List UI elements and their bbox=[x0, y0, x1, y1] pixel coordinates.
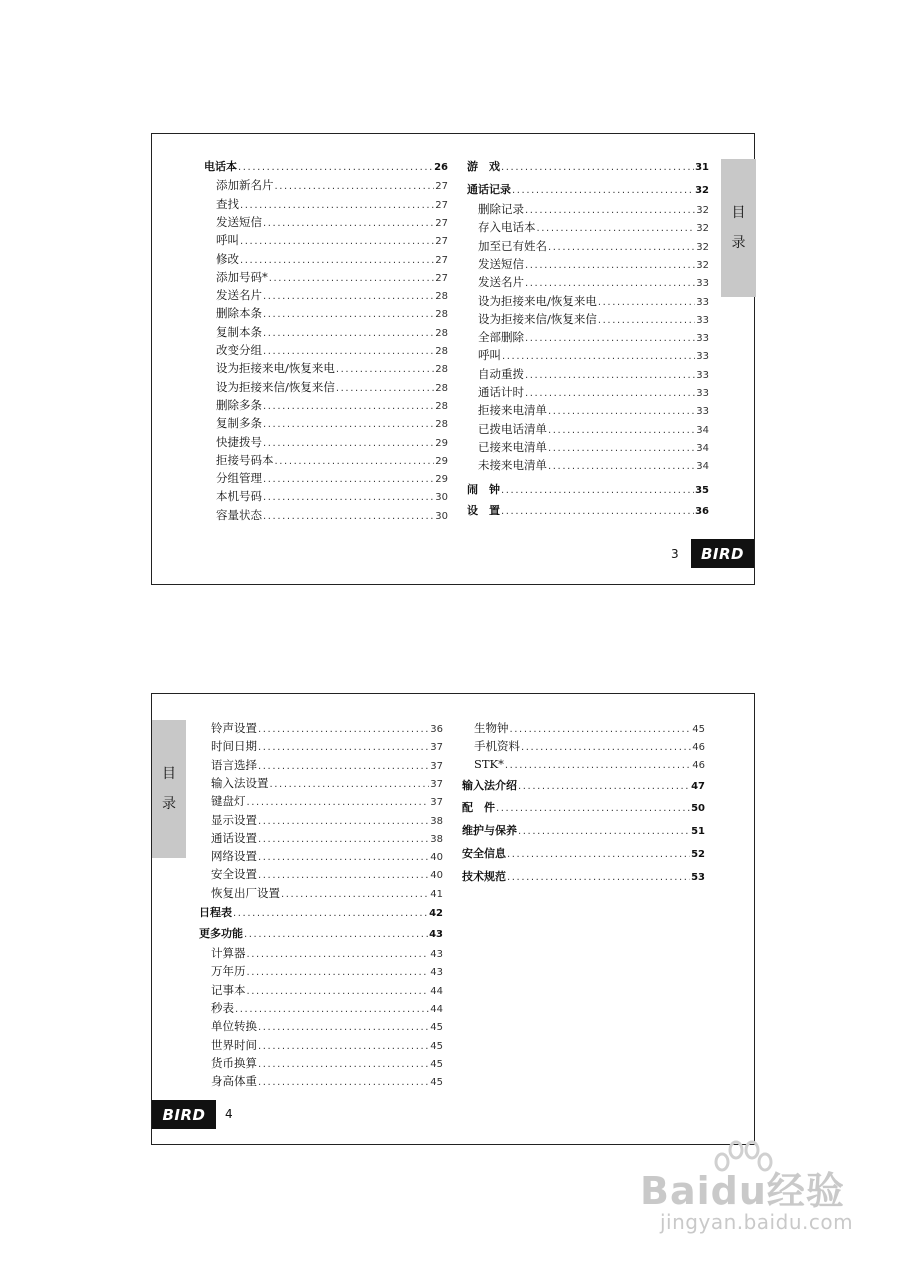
toc-entry-label: 删除记录 bbox=[478, 202, 524, 216]
toc-entry-page: 29 bbox=[435, 438, 448, 449]
toc-entry bbox=[211, 1056, 443, 1072]
toc-entry-page: 53 bbox=[691, 872, 705, 883]
toc-entry-label: 日程表 bbox=[199, 906, 232, 919]
toc-leader-dots bbox=[258, 815, 429, 829]
toc-entry-page: 51 bbox=[691, 826, 705, 837]
toc-entry bbox=[211, 1001, 443, 1017]
toc-entry bbox=[216, 233, 448, 249]
toc-entry-page: 40 bbox=[430, 852, 443, 863]
toc-entry-label: 设为拒接来电/恢复来电 bbox=[478, 294, 597, 308]
toc-leader-dots bbox=[258, 851, 429, 865]
toc-entry-page: 32 bbox=[696, 242, 709, 253]
toc-entry-label: 拒接来电清单 bbox=[478, 403, 547, 417]
toc-entry-page: 43 bbox=[430, 949, 443, 960]
toc-entry-label: 发送名片 bbox=[216, 288, 262, 302]
toc-entry bbox=[478, 330, 709, 346]
toc-entry-label: 安全信息 bbox=[462, 847, 506, 860]
toc-entry-page: 33 bbox=[696, 333, 709, 344]
toc-entry bbox=[462, 847, 705, 862]
toc-entry bbox=[467, 483, 709, 498]
toc-entry-page: 36 bbox=[430, 724, 443, 735]
toc-entry-label: 电话本 bbox=[204, 160, 237, 173]
toc-side-tab bbox=[152, 720, 186, 858]
toc-entry-label: 呼叫 bbox=[216, 233, 239, 247]
toc-entry-page: 45 bbox=[430, 1022, 443, 1033]
toc-entry-label: 已拨电话清单 bbox=[478, 422, 547, 436]
toc-entry bbox=[478, 275, 709, 291]
toc-entry-label: 网络设置 bbox=[211, 849, 257, 863]
toc-entry-page: 28 bbox=[435, 309, 448, 320]
toc-entry-page: 29 bbox=[435, 456, 448, 467]
toc-entry-label: 呼叫 bbox=[478, 348, 501, 362]
toc-entry-label: 发送短信 bbox=[216, 215, 262, 229]
toc-entry-label: 添加号码* bbox=[216, 270, 268, 284]
toc-leader-dots bbox=[270, 778, 430, 792]
toc-entry-label: 手机资料 bbox=[474, 739, 520, 753]
toc-entry bbox=[211, 867, 443, 883]
toc-entry bbox=[216, 288, 448, 304]
toc-entry-label: 分组管理 bbox=[216, 471, 262, 485]
toc-leader-dots bbox=[240, 235, 434, 249]
toc-entry-label: 显示设置 bbox=[211, 813, 257, 827]
toc-entry bbox=[211, 1019, 443, 1035]
toc-entry bbox=[478, 312, 709, 328]
toc-entry-page: 37 bbox=[430, 797, 443, 808]
toc-entry-label: 存入电话本 bbox=[478, 220, 536, 234]
toc-entry-page: 36 bbox=[695, 506, 709, 517]
toc-entry-page: 34 bbox=[696, 425, 709, 436]
toc-leader-dots bbox=[258, 741, 429, 755]
toc-entry-page: 45 bbox=[430, 1077, 443, 1088]
bird-logo: BIRD bbox=[152, 1100, 216, 1129]
toc-entry-page: 26 bbox=[434, 162, 448, 173]
toc-entry-label: 删除本条 bbox=[216, 306, 262, 320]
toc-entry bbox=[216, 453, 448, 469]
tab-char-2: 录 bbox=[162, 796, 176, 812]
toc-leader-dots bbox=[512, 184, 694, 198]
toc-entry-page: 41 bbox=[430, 889, 443, 900]
toc-entry-label: 记事本 bbox=[211, 983, 246, 997]
toc-entry-page: 40 bbox=[430, 870, 443, 881]
toc-leader-dots bbox=[240, 199, 434, 213]
baidu-watermark-logo: Baidu经验 bbox=[640, 1169, 845, 1213]
toc-entry bbox=[467, 504, 709, 519]
toc-leader-dots bbox=[263, 308, 434, 322]
toc-entry bbox=[478, 385, 709, 401]
toc-entry-page: 42 bbox=[429, 908, 443, 919]
toc-leader-dots bbox=[258, 723, 429, 737]
toc-entry bbox=[216, 471, 448, 487]
toc-leader-dots bbox=[525, 332, 695, 346]
toc-leader-dots bbox=[336, 363, 434, 377]
toc-entry-page: 50 bbox=[691, 803, 705, 814]
toc-entry-page: 43 bbox=[430, 967, 443, 978]
toc-leader-dots bbox=[598, 314, 695, 328]
toc-entry-label: 修改 bbox=[216, 252, 239, 266]
tab-char-2: 录 bbox=[731, 235, 746, 251]
toc-entry-label: 改变分组 bbox=[216, 343, 262, 357]
toc-entry-page: 46 bbox=[692, 742, 705, 753]
toc-entry bbox=[474, 721, 705, 737]
toc-entry bbox=[211, 946, 443, 962]
toc-entry-page: 33 bbox=[696, 315, 709, 326]
toc-entry-label: 通话设置 bbox=[211, 831, 257, 845]
toc-entry-page: 44 bbox=[430, 1004, 443, 1015]
toc-entry bbox=[211, 721, 443, 737]
toc-entry-page: 45 bbox=[692, 724, 705, 735]
toc-leader-dots bbox=[275, 455, 435, 469]
toc-entry bbox=[478, 440, 709, 456]
tab-char-1: 目 bbox=[162, 766, 176, 782]
toc-leader-dots bbox=[263, 217, 434, 231]
toc-entry-label: 复制多条 bbox=[216, 416, 262, 430]
toc-leader-dots bbox=[502, 350, 695, 364]
toc-entry-page: 45 bbox=[430, 1041, 443, 1052]
toc-entry-label: 闹 钟 bbox=[467, 483, 500, 496]
toc-entry bbox=[216, 343, 448, 359]
toc-leader-dots bbox=[501, 161, 694, 175]
toc-entry-page: 34 bbox=[696, 461, 709, 472]
toc-entry-label: 语言选择 bbox=[211, 758, 257, 772]
toc-entry-label: 拒接号码本 bbox=[216, 453, 274, 467]
toc-leader-dots bbox=[525, 204, 695, 218]
toc-entry bbox=[216, 435, 448, 451]
toc-entry-label: 单位转换 bbox=[211, 1019, 257, 1033]
toc-entry-page: 32 bbox=[696, 260, 709, 271]
toc-entry-page: 32 bbox=[696, 223, 709, 234]
toc-entry bbox=[211, 1074, 443, 1090]
toc-entry-label: 生物钟 bbox=[474, 721, 509, 735]
toc-entry bbox=[211, 886, 443, 902]
toc-entry bbox=[478, 403, 709, 419]
toc-entry-page: 32 bbox=[695, 185, 709, 196]
toc-entry-label: 安全设置 bbox=[211, 867, 257, 881]
toc-entry-page: 28 bbox=[435, 401, 448, 412]
toc-entry-label: 发送短信 bbox=[478, 257, 524, 271]
toc-entry-page: 37 bbox=[430, 761, 443, 772]
toc-leader-dots bbox=[518, 825, 690, 839]
toc-leader-dots bbox=[258, 833, 429, 847]
toc-leader-dots bbox=[525, 259, 695, 273]
toc-entry-page: 27 bbox=[435, 181, 448, 192]
toc-leader-dots bbox=[525, 277, 695, 291]
toc-entry-label: 时间日期 bbox=[211, 739, 257, 753]
toc-entry-page: 31 bbox=[695, 162, 709, 173]
toc-leader-dots bbox=[510, 723, 692, 737]
toc-leader-dots bbox=[263, 327, 434, 341]
toc-entry-page: 33 bbox=[696, 406, 709, 417]
toc-entry bbox=[204, 160, 448, 175]
toc-entry-label: 铃声设置 bbox=[211, 721, 257, 735]
toc-leader-dots bbox=[525, 387, 695, 401]
toc-leader-dots bbox=[258, 1058, 429, 1072]
toc-leader-dots bbox=[263, 418, 434, 432]
toc-leader-dots bbox=[238, 161, 433, 175]
toc-leader-dots bbox=[505, 759, 691, 773]
toc-entry-label: 计算器 bbox=[211, 946, 246, 960]
toc-leader-dots bbox=[496, 802, 690, 816]
toc-leader-dots bbox=[263, 345, 434, 359]
toc-entry-label: 万年历 bbox=[211, 964, 246, 978]
toc-entry-page: 46 bbox=[692, 760, 705, 771]
toc-entry-page: 30 bbox=[435, 492, 448, 503]
toc-entry bbox=[211, 813, 443, 829]
toc-leader-dots bbox=[258, 1076, 429, 1090]
toc-side-tab bbox=[721, 159, 756, 297]
toc-entry bbox=[211, 739, 443, 755]
toc-entry-label: 货币换算 bbox=[211, 1056, 257, 1070]
toc-leader-dots bbox=[275, 180, 435, 194]
toc-leader-dots bbox=[263, 491, 434, 505]
toc-leader-dots bbox=[258, 1021, 429, 1035]
toc-entry bbox=[467, 160, 709, 175]
toc-entry-label: 自动重拨 bbox=[478, 367, 524, 381]
toc-entry-page: 29 bbox=[435, 474, 448, 485]
toc-entry-page: 44 bbox=[430, 986, 443, 997]
toc-page-3 bbox=[151, 133, 755, 585]
toc-entry bbox=[211, 758, 443, 774]
toc-entry-label: 未接来电清单 bbox=[478, 458, 547, 472]
toc-entry bbox=[211, 849, 443, 865]
toc-entry-page: 28 bbox=[435, 328, 448, 339]
toc-entry bbox=[216, 489, 448, 505]
toc-leader-dots bbox=[548, 405, 695, 419]
toc-entry bbox=[199, 906, 443, 921]
toc-leader-dots bbox=[233, 907, 428, 921]
toc-leader-dots bbox=[501, 505, 694, 519]
toc-leader-dots bbox=[258, 760, 429, 774]
toc-entry-label: 世界时间 bbox=[211, 1038, 257, 1052]
toc-entry-page: 34 bbox=[696, 443, 709, 454]
toc-entry bbox=[211, 794, 443, 810]
toc-entry-label: 设为拒接来信/恢复来信 bbox=[216, 380, 335, 394]
toc-entry bbox=[478, 458, 709, 474]
toc-entry-page: 38 bbox=[430, 816, 443, 827]
toc-entry bbox=[462, 779, 705, 794]
toc-entry-page: 33 bbox=[696, 278, 709, 289]
toc-leader-dots bbox=[518, 780, 690, 794]
toc-entry bbox=[216, 270, 448, 286]
toc-entry bbox=[478, 257, 709, 273]
toc-entry-page: 27 bbox=[435, 273, 448, 284]
toc-leader-dots bbox=[263, 400, 434, 414]
baidu-watermark-url: jingyan.baidu.com bbox=[660, 1210, 854, 1234]
toc-entry bbox=[199, 927, 443, 942]
toc-entry-label: 设为拒接来电/恢复来电 bbox=[216, 361, 335, 375]
toc-entry-label: 复制本条 bbox=[216, 325, 262, 339]
toc-leader-dots bbox=[263, 290, 434, 304]
bird-logo: BIRD bbox=[691, 539, 754, 568]
toc-entry-label: 秒表 bbox=[211, 1001, 234, 1015]
toc-leader-dots bbox=[263, 510, 434, 524]
toc-entry-label: 查找 bbox=[216, 197, 239, 211]
toc-leader-dots bbox=[269, 272, 435, 286]
toc-entry bbox=[462, 870, 705, 885]
toc-entry bbox=[216, 508, 448, 524]
page-number: 4 bbox=[225, 1107, 233, 1121]
toc-entry-label: 维护与保养 bbox=[462, 824, 517, 837]
toc-leader-dots bbox=[598, 296, 695, 310]
toc-entry-page: 35 bbox=[695, 485, 709, 496]
toc-entry bbox=[216, 252, 448, 268]
toc-entry-label: 容量状态 bbox=[216, 508, 262, 522]
toc-entry-page: 33 bbox=[696, 351, 709, 362]
toc-entry bbox=[216, 215, 448, 231]
toc-entry bbox=[216, 306, 448, 322]
toc-entry-label: 游 戏 bbox=[467, 160, 500, 173]
toc-entry-label: 加至已有姓名 bbox=[478, 239, 547, 253]
toc-leader-dots bbox=[548, 460, 695, 474]
toc-entry-page: 27 bbox=[435, 200, 448, 211]
toc-entry-page: 28 bbox=[435, 346, 448, 357]
toc-entry-page: 28 bbox=[435, 419, 448, 430]
toc-entry-label: 输入法设置 bbox=[211, 776, 269, 790]
toc-entry-page: 27 bbox=[435, 236, 448, 247]
toc-leader-dots bbox=[258, 869, 429, 883]
toc-entry bbox=[478, 202, 709, 218]
toc-entry bbox=[216, 361, 448, 377]
toc-entry-label: 通话记录 bbox=[467, 183, 511, 196]
toc-entry-label: 通话计时 bbox=[478, 385, 524, 399]
toc-leader-dots bbox=[247, 966, 430, 980]
toc-entry-page: 30 bbox=[435, 511, 448, 522]
toc-entry-label: STK* bbox=[474, 757, 504, 771]
toc-entry bbox=[216, 380, 448, 396]
toc-entry bbox=[211, 1038, 443, 1054]
toc-entry-page: 32 bbox=[696, 205, 709, 216]
toc-leader-dots bbox=[247, 796, 430, 810]
toc-entry-label: 本机号码 bbox=[216, 489, 262, 503]
toc-entry bbox=[478, 220, 709, 236]
toc-leader-dots bbox=[247, 948, 430, 962]
toc-entry-page: 28 bbox=[435, 383, 448, 394]
toc-entry bbox=[478, 422, 709, 438]
toc-entry-label: 键盘灯 bbox=[211, 794, 246, 808]
toc-entry-label: 恢复出厂设置 bbox=[211, 886, 280, 900]
toc-entry-label: 快捷拨号 bbox=[216, 435, 262, 449]
toc-entry bbox=[216, 178, 448, 194]
toc-entry bbox=[216, 197, 448, 213]
toc-entry bbox=[478, 294, 709, 310]
toc-entry-label: 设 置 bbox=[467, 504, 500, 517]
toc-entry bbox=[211, 964, 443, 980]
toc-leader-dots bbox=[525, 369, 695, 383]
toc-entry bbox=[462, 801, 705, 816]
toc-entry-page: 33 bbox=[696, 297, 709, 308]
toc-leader-dots bbox=[537, 222, 696, 236]
toc-entry-label: 输入法介绍 bbox=[462, 779, 517, 792]
toc-entry-page: 33 bbox=[696, 370, 709, 381]
toc-leader-dots bbox=[247, 985, 430, 999]
toc-leader-dots bbox=[548, 241, 695, 255]
toc-leader-dots bbox=[507, 871, 690, 885]
toc-leader-dots bbox=[507, 848, 690, 862]
toc-entry-label: 发送名片 bbox=[478, 275, 524, 289]
toc-leader-dots bbox=[548, 442, 695, 456]
toc-entry-label: 删除多条 bbox=[216, 398, 262, 412]
toc-entry-page: 43 bbox=[429, 929, 443, 940]
toc-leader-dots bbox=[244, 928, 428, 942]
toc-entry bbox=[211, 776, 443, 792]
toc-leader-dots bbox=[263, 473, 434, 487]
toc-leader-dots bbox=[548, 424, 695, 438]
toc-entry-label: 更多功能 bbox=[199, 927, 243, 940]
toc-entry-page: 37 bbox=[430, 779, 443, 790]
toc-entry-page: 38 bbox=[430, 834, 443, 845]
toc-leader-dots bbox=[501, 484, 694, 498]
toc-entry-page: 33 bbox=[696, 388, 709, 399]
toc-entry bbox=[478, 367, 709, 383]
toc-leader-dots bbox=[281, 888, 429, 902]
toc-leader-dots bbox=[258, 1040, 429, 1054]
toc-entry bbox=[474, 757, 705, 773]
toc-entry bbox=[462, 824, 705, 839]
toc-leader-dots bbox=[263, 437, 434, 451]
toc-entry bbox=[478, 239, 709, 255]
toc-entry-label: 配 件 bbox=[462, 801, 495, 814]
toc-entry-label: 全部删除 bbox=[478, 330, 524, 344]
toc-entry bbox=[478, 348, 709, 364]
toc-entry-page: 47 bbox=[691, 781, 705, 792]
toc-entry-page: 52 bbox=[691, 849, 705, 860]
toc-entry-page: 28 bbox=[435, 364, 448, 375]
toc-leader-dots bbox=[235, 1003, 429, 1017]
toc-entry-label: 设为拒接来信/恢复来信 bbox=[478, 312, 597, 326]
toc-entry-label: 技术规范 bbox=[462, 870, 506, 883]
toc-entry bbox=[216, 416, 448, 432]
toc-leader-dots bbox=[521, 741, 691, 755]
toc-entry-page: 27 bbox=[435, 218, 448, 229]
toc-entry-label: 添加新名片 bbox=[216, 178, 274, 192]
toc-entry bbox=[216, 325, 448, 341]
toc-entry bbox=[211, 831, 443, 847]
page-number: 3 bbox=[671, 547, 679, 561]
toc-entry bbox=[467, 183, 709, 198]
toc-entry-page: 37 bbox=[430, 742, 443, 753]
toc-entry-label: 已接来电清单 bbox=[478, 440, 547, 454]
toc-entry bbox=[216, 398, 448, 414]
toc-entry-page: 27 bbox=[435, 255, 448, 266]
tab-char-1: 目 bbox=[731, 205, 746, 221]
toc-entry-page: 28 bbox=[435, 291, 448, 302]
toc-entry-label: 身高体重 bbox=[211, 1074, 257, 1088]
toc-leader-dots bbox=[240, 254, 434, 268]
toc-entry-page: 45 bbox=[430, 1059, 443, 1070]
toc-entry bbox=[474, 739, 705, 755]
toc-page-4 bbox=[151, 693, 755, 1145]
toc-leader-dots bbox=[336, 382, 434, 396]
toc-entry bbox=[211, 983, 443, 999]
